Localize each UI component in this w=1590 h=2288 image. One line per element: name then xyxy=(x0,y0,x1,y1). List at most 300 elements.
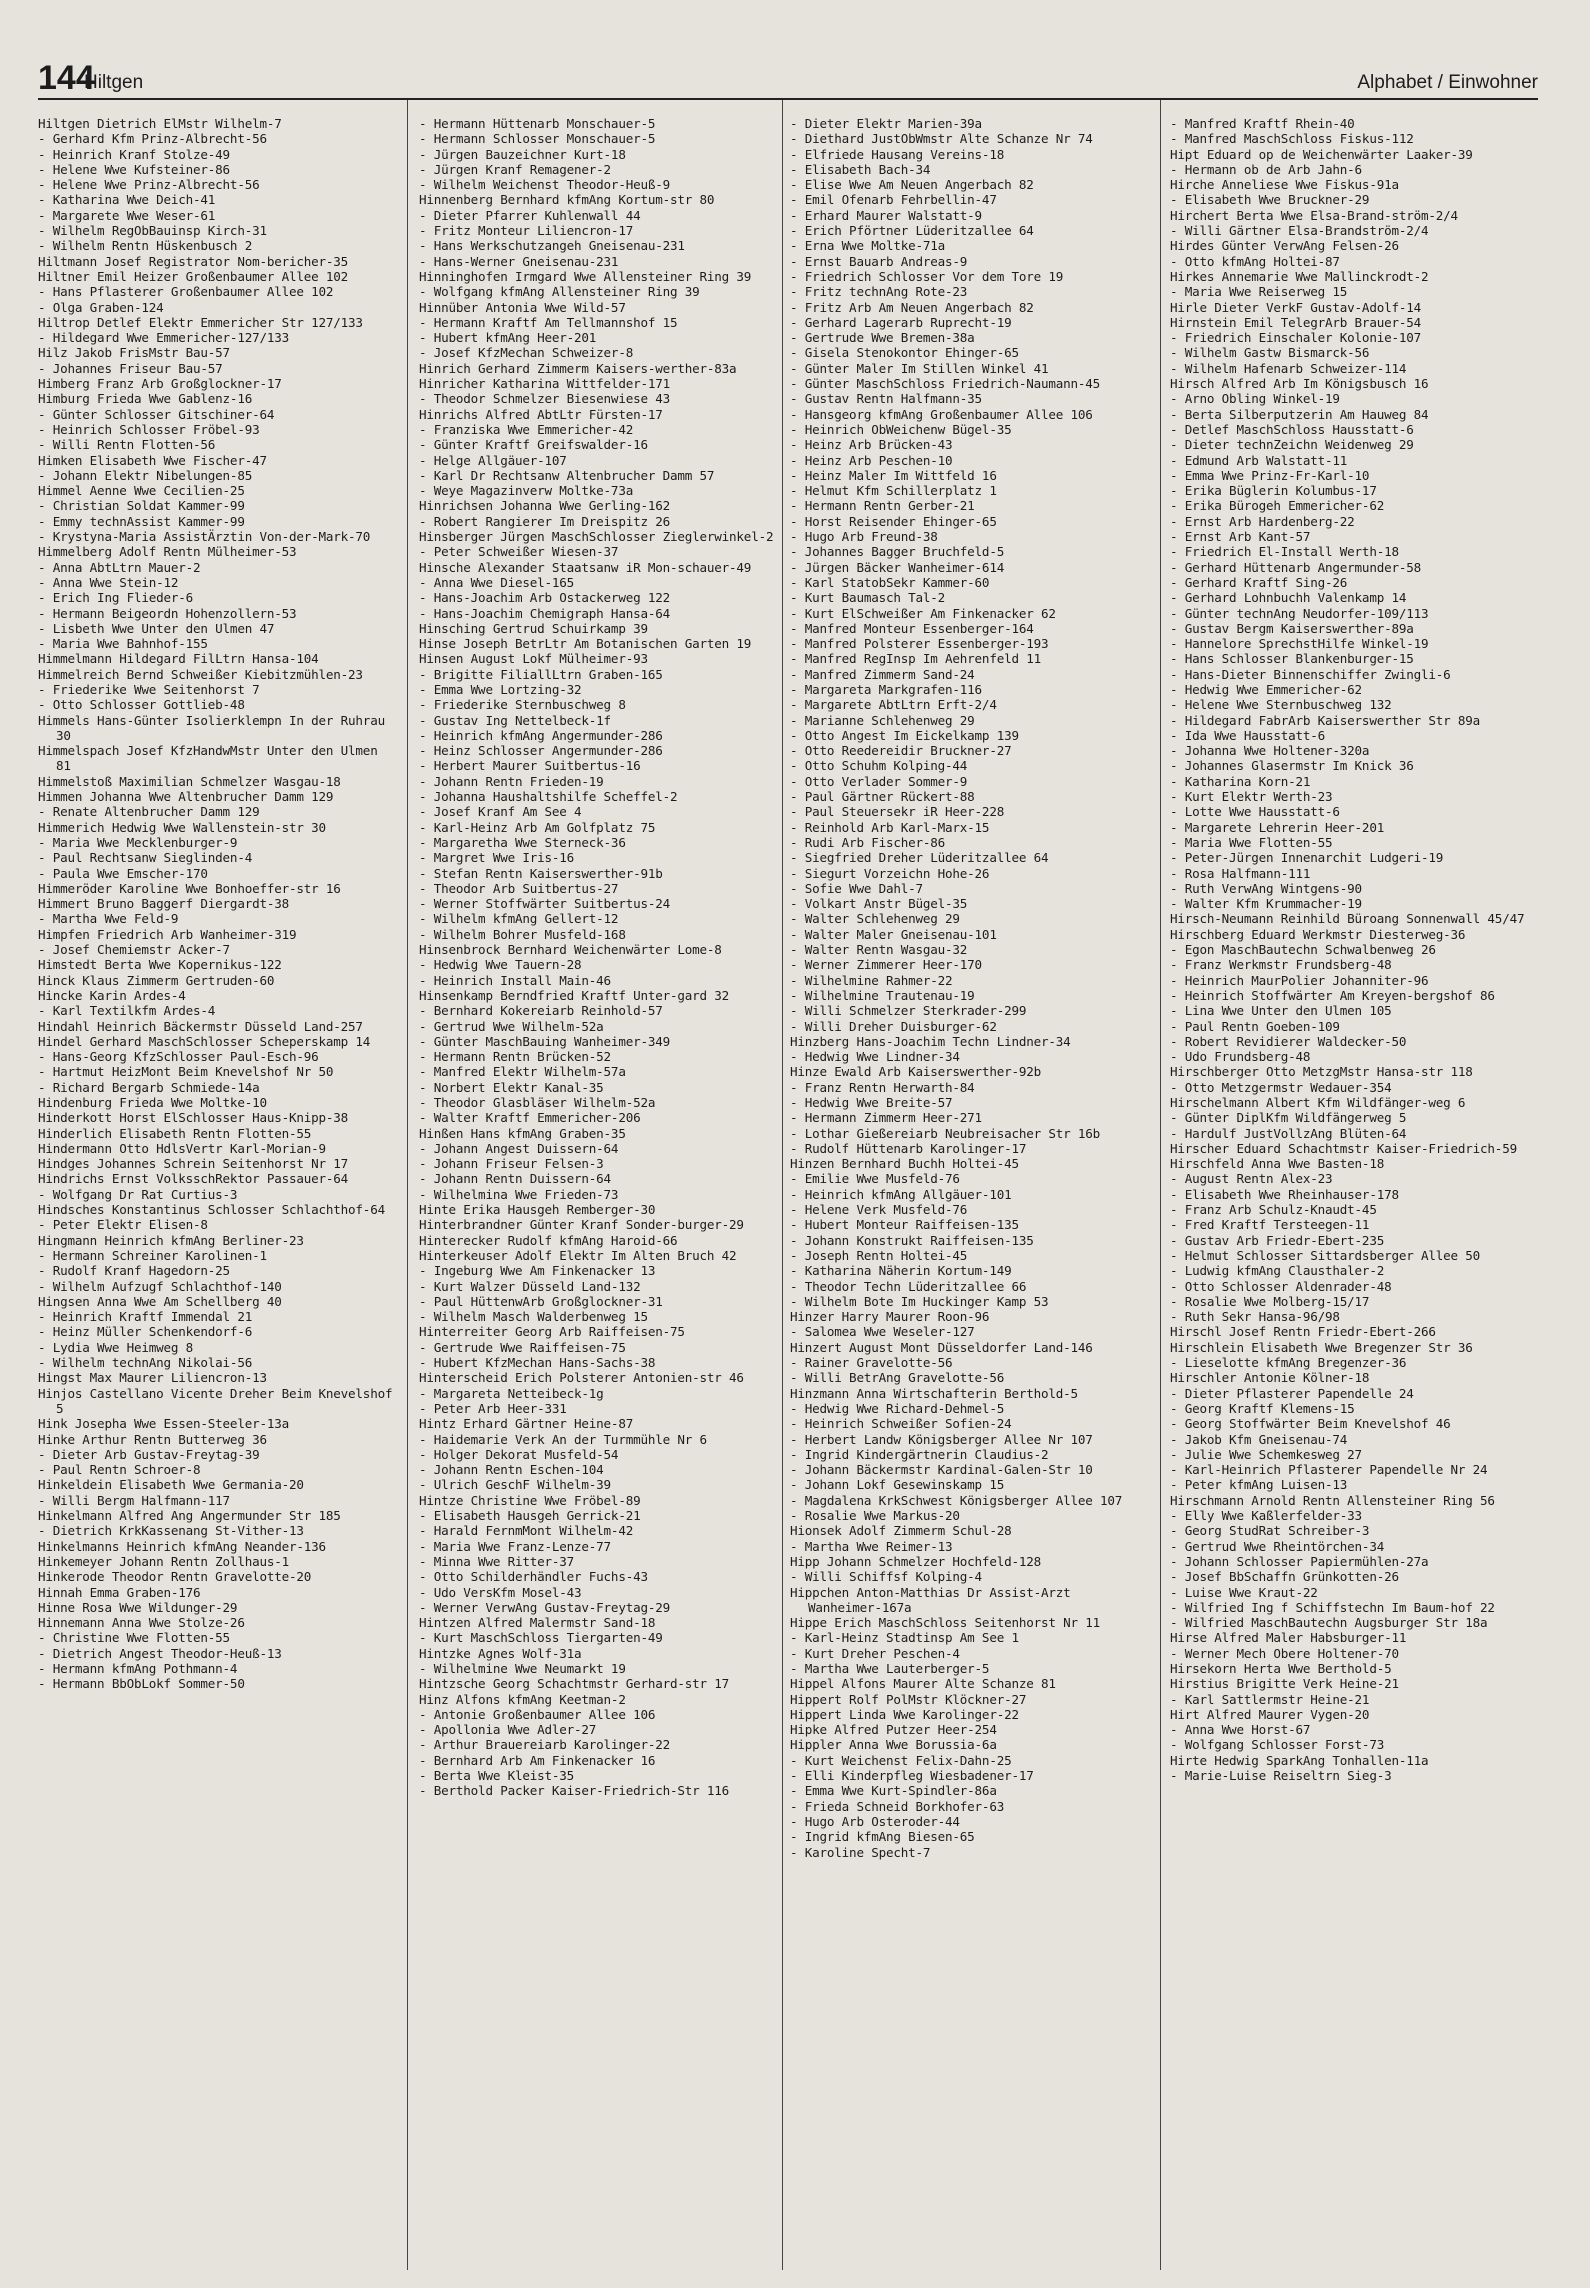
directory-entry: - Wolfgang Dr Rat Curtius-3 xyxy=(38,1186,238,1202)
directory-entry: - Dietrich KrkKassenang St-Vither-13 xyxy=(38,1523,304,1539)
directory-entry: - Volkart Anstr Bügel-35 xyxy=(790,896,968,912)
directory-entry: - Olga Graben-124 xyxy=(38,299,164,315)
directory-entry: - Hartmut HeizMont Beim Knevelshof Nr 50 xyxy=(38,1064,334,1080)
directory-entry: - Maria Wwe Franz-Lenze-77 xyxy=(419,1538,611,1554)
directory-entry: Hink Josepha Wwe Essen-Steeler-13a xyxy=(38,1416,289,1432)
directory-entry: - Hedwig Wwe Breite-57 xyxy=(790,1095,953,1110)
directory-entry: - Kurt Weichenst Felix-Dahn-25 xyxy=(790,1752,1012,1768)
directory-entry: - Udo VersKfm Mosel-43 xyxy=(419,1584,582,1600)
directory-entry: - Salomea Wwe Weseler-127 xyxy=(790,1324,975,1340)
directory-entry: - Hugo Arb Osteroder-44 xyxy=(790,1813,960,1829)
directory-entry: - Walter Schlehenweg 29 xyxy=(790,911,960,927)
directory-entry: Hinsenkamp Berndfried Kraftf Unter-gard 32 xyxy=(419,987,730,1003)
directory-entry: - Otto Schuhm Kolping-44 xyxy=(790,758,968,774)
directory-entry: - Peter-Jürgen Innenarchit Ludgeri-19 xyxy=(1170,850,1444,866)
directory-entry: - Willi Dreher Duisburger-62 xyxy=(790,1018,997,1034)
directory-entry: Hintzen Alfred Malermstr Sand-18 xyxy=(419,1615,656,1631)
directory-entry: - Anna AbtLtrn Mauer-2 xyxy=(38,559,201,575)
directory-entry: - Elisabeth Bach-34 xyxy=(790,161,931,177)
directory-entry: Himmelberg Adolf Rentn Mülheimer-53 xyxy=(38,544,297,560)
directory-entry: - Rosalie Wwe Markus-20 xyxy=(790,1508,960,1524)
directory-entry: - Georg Kraftf Klemens-15 xyxy=(1170,1400,1355,1416)
directory-entry: Hinsching Gertrud Schuirkamp 39 xyxy=(419,620,648,636)
directory-entry: - Krystyna-Maria AssistÄrztin Von-der-Mark-70 xyxy=(38,529,371,545)
directory-entry: Hinderkott Horst ElSchlosser Haus-Knipp-38 xyxy=(38,1110,349,1126)
directory-entry: Himmen Johanna Wwe Altenbrucher Damm 129 xyxy=(38,789,334,805)
directory-entry: Hinzert August Mont Düsseldorfer Land-146 xyxy=(790,1339,1093,1355)
directory-entry: - Rosa Halfmann-111 xyxy=(1170,865,1311,881)
directory-entry: - Emil Ofenarb Fehrbellin-47 xyxy=(790,192,997,208)
directory-entry: - Margaretha Wwe Sterneck-36 xyxy=(419,834,626,850)
directory-entry: - Werner Mech Obere Holtener-70 xyxy=(1170,1645,1399,1661)
directory-entry: - Gertrude Wwe Raiffeisen-75 xyxy=(419,1339,626,1355)
directory-entry: - Manfred Zimmerm Sand-24 xyxy=(790,666,975,682)
directory-entry: - Lothar Gießereiarb Neubreisacher Str 16b xyxy=(790,1125,1101,1141)
directory-entry: - Arthur Brauereiarb Karolinger-22 xyxy=(419,1737,670,1753)
directory-entry: - Johann Lokf Gesewinskamp 15 xyxy=(790,1477,1005,1493)
directory-entry: - Hermann ob de Arb Jahn-6 xyxy=(1170,161,1362,177)
directory-entry: Hinterscheid Erich Polsterer Antonien-str 46 xyxy=(419,1370,744,1386)
directory-entry: - Rosalie Wwe Molberg-15/17 xyxy=(1170,1293,1370,1309)
directory-entry: - Richard Bergarb Schmiede-14a xyxy=(38,1079,260,1095)
directory-entry: - Dieter technZeichn Weidenweg 29 xyxy=(1170,437,1414,453)
directory-entry: Hirscher Eduard Schachtmstr Kaiser-Friedrich-59 xyxy=(1170,1140,1517,1156)
directory-entry: - Wilhelm Weichenst Theodor-Heuß-9 xyxy=(419,177,670,193)
directory-entry: Hinsberger Jürgen MaschSchlosser Zieglerwinkel-2 xyxy=(419,529,774,545)
directory-entry: - Hermann BbObLokf Sommer-50 xyxy=(38,1676,245,1692)
directory-entry: - Gustav Bergm Kaiserswerther-89a xyxy=(1170,620,1414,636)
directory-entry: - Otto Verlader Sommer-9 xyxy=(790,773,968,789)
directory-entry: - Hans Pflasterer Großenbaumer Allee 102 xyxy=(38,284,334,300)
directory-entry: - Karl-Heinz Stadtinsp Am See 1 xyxy=(790,1630,1019,1646)
directory-entry: Hirnstein Emil TelegrArb Brauer-54 xyxy=(1170,314,1421,330)
directory-entry: - Margret Wwe Iris-16 xyxy=(419,850,575,866)
directory-entry: - Theodor Schmelzer Biesenwiese 43 xyxy=(419,391,670,407)
directory-entry: - Christine Wwe Flotten-55 xyxy=(38,1630,230,1646)
directory-entry: - Ingeburg Wwe Am Finkenacker 13 xyxy=(419,1263,656,1279)
directory-entry: - Hans Werkschutzangeh Gneisenau-231 xyxy=(419,238,685,254)
column-4 xyxy=(1170,116,1530,2266)
directory-entry: - Detlef MaschSchloss Hausstatt-6 xyxy=(1170,421,1414,437)
directory-entry: - Hannelore SprechstHilfe Winkel-19 xyxy=(1170,636,1429,652)
directory-entry: Hinßen Hans kfmAng Graben-35 xyxy=(419,1125,626,1141)
directory-entry: - Dietrich Angest Theodor-Heuß-13 xyxy=(38,1645,282,1661)
directory-entry: - Dieter Pfarrer Kuhlenwall 44 xyxy=(419,207,641,223)
directory-entry: Hindel Gerhard MaschSchlosser Scheperskamp 14 xyxy=(38,1033,371,1049)
directory-entry: - Johann Bäckermstr Kardinal-Galen-Str 10 xyxy=(790,1462,1093,1478)
directory-entry: - Margarete Wwe Weser-61 xyxy=(38,207,216,223)
directory-entry: Hirschler Antonie Kölner-18 xyxy=(1170,1370,1370,1386)
directory-entry: - Gerhard Kfm Prinz-Albrecht-56 xyxy=(38,131,267,147)
directory-entry: - Josef Kranf Am See 4 xyxy=(419,804,582,820)
directory-entry: - Ernst Bauarb Andreas-9 xyxy=(790,253,968,269)
directory-entry: - Wilfried Ing f Schiffstechn Im Baum-hof 22 xyxy=(1170,1599,1495,1615)
directory-entry: - Hermann Beigeordn Hohenzollern-53 xyxy=(38,605,297,621)
directory-entry: - Heinrich Stoffwärter Am Kreyen-bergshof 86 xyxy=(1170,987,1495,1003)
directory-entry: - Rainer Gravelotte-56 xyxy=(790,1355,953,1371)
directory-entry: - Georg StudRat Schreiber-3 xyxy=(1170,1523,1370,1539)
directory-entry: Hipt Eduard op de Weichenwärter Laaker-39 xyxy=(1170,146,1473,162)
directory-entry: Hincke Karin Ardes-4 xyxy=(38,987,186,1003)
directory-entry: - Wilhelm Rentn Hüskenbusch 2 xyxy=(38,238,253,254)
directory-entry: - Johann Rentn Eschen-104 xyxy=(419,1462,604,1478)
directory-entry: - Wilhelm Bote Im Huckinger Kamp 53 xyxy=(790,1293,1049,1309)
directory-entry: - Fred Kraftf Tersteegen-11 xyxy=(1170,1217,1370,1233)
directory-entry: Hinricher Katharina Wittfelder-171 xyxy=(419,376,670,392)
directory-entry: - Friederike Sternbuschweg 8 xyxy=(419,697,626,713)
directory-entry: Hippert Linda Wwe Karolinger-22 xyxy=(790,1706,1019,1722)
directory-entry: Hirkes Annemarie Wwe Mallinckrodt-2 xyxy=(1170,268,1429,284)
directory-entry: - Johann Angest Duissern-64 xyxy=(419,1140,619,1156)
directory-entry: - Erich Pförtner Lüderitzallee 64 xyxy=(790,223,1034,239)
directory-entry: - Hedwig Wwe Tauern-28 xyxy=(419,957,582,973)
directory-entry: Hippe Erich MaschSchloss Seitenhorst Nr 11 xyxy=(790,1615,1101,1631)
directory-entry: - Wolfgang Schlosser Forst-73 xyxy=(1170,1737,1385,1753)
directory-entry: Hinnüber Antonia Wwe Wild-57 xyxy=(419,299,626,315)
directory-entry: - Karl-Heinz Arb Am Golfplatz 75 xyxy=(419,819,656,835)
directory-entry: - Paul Steuersekr iR Heer-228 xyxy=(790,804,1005,820)
directory-entry: Hiltner Emil Heizer Großenbaumer Allee 102 xyxy=(38,268,349,284)
directory-entry: Hirschberger Otto MetzgMstr Hansa-str 118 xyxy=(1170,1064,1473,1080)
directory-entry: - Emmy technAssist Kammer-99 xyxy=(38,513,245,529)
directory-entry: - Maria Wwe Mecklenburger-9 xyxy=(38,834,238,850)
directory-entry: - Günter technAng Neudorfer-109/113 xyxy=(1170,605,1429,621)
directory-entry: Hirte Hedwig SparkAng Tonhallen-11a xyxy=(1170,1752,1429,1768)
directory-entry: - Kurt Dreher Peschen-4 xyxy=(790,1645,960,1661)
directory-entry: - Johannes Friseur Bau-57 xyxy=(38,360,223,376)
directory-entry: - Gerhard Kraftf Sing-26 xyxy=(1170,574,1348,590)
directory-entry: - Lisbeth Wwe Unter den Ulmen 47 xyxy=(38,620,275,636)
directory-entry: - Bernhard Arb Am Finkenacker 16 xyxy=(419,1752,656,1768)
directory-entry: Hinrichs Alfred AbtLtr Fürsten-17 xyxy=(419,406,663,422)
directory-entry: Hinse Joseph BetrLtr Am Botanischen Garten 19 xyxy=(419,636,752,652)
directory-entry: - Brigitte FiliallLtrn Graben-165 xyxy=(419,666,663,682)
directory-entry: - Heinrich ObWeichenw Bügel-35 xyxy=(790,421,1012,437)
directory-entry: - Gerhard Hüttenarb Angermunder-58 xyxy=(1170,559,1421,575)
directory-entry: - Margarete Lehrerin Heer-201 xyxy=(1170,819,1385,835)
directory-entry: - Manfred Kraftf Rhein-40 xyxy=(1170,116,1355,131)
directory-entry: - Hildegard Wwe Emmericher-127/133 xyxy=(38,330,289,346)
directory-entry: Hinck Klaus Zimmerm Gertruden-60 xyxy=(38,972,275,988)
directory-entry: - Hildegard FabrArb Kaiserswerther Str 89a xyxy=(1170,712,1481,728)
directory-entry: - Elisabeth Hausgeh Gerrick-21 xyxy=(419,1508,641,1524)
directory-entry: Hirse Alfred Maler Habsburger-11 xyxy=(1170,1630,1407,1646)
directory-entry: Himmert Bruno Baggerf Diergardt-38 xyxy=(38,896,289,912)
directory-entry: Hinkerode Theodor Rentn Gravelotte-20 xyxy=(38,1569,312,1585)
directory-entry: - Kurt MaschSchloss Tiergarten-49 xyxy=(419,1630,663,1646)
directory-entry: - Christian Soldat Kammer-99 xyxy=(38,498,245,514)
directory-entry: - Hermann Kraftf Am Tellmannshof 15 xyxy=(419,314,678,330)
directory-entry: Hirdes Günter VerwAng Felsen-26 xyxy=(1170,238,1399,254)
directory-entry: - Günter DiplKfm Wildfängerweg 5 xyxy=(1170,1110,1407,1126)
directory-entry: Hipke Alfred Putzer Heer-254 xyxy=(790,1722,997,1738)
directory-entry: - Willi BetrAng Gravelotte-56 xyxy=(790,1370,1005,1386)
directory-entry: Hinte Erika Hausgeh Remberger-30 xyxy=(419,1202,656,1218)
directory-entry: Hirchert Berta Wwe Elsa-Brand-ström-2/4 xyxy=(1170,207,1458,223)
directory-entry: Hirschlein Elisabeth Wwe Bregenzer Str 36 xyxy=(1170,1339,1473,1355)
directory-entry: Hinne Rosa Wwe Wildunger-29 xyxy=(38,1599,238,1615)
directory-entry: - Gertrud Wwe Wilhelm-52a xyxy=(419,1018,604,1034)
directory-entry: - Ulrich GeschF Wilhelm-39 xyxy=(419,1477,611,1493)
directory-entry: - Otto Angest Im Eickelkamp 139 xyxy=(790,727,1019,743)
directory-entry: - Josef KfzMechan Schweizer-8 xyxy=(419,345,634,361)
directory-entry: - Walter Maler Gneisenau-101 xyxy=(790,926,997,942)
directory-entry: - Emma Wwe Kurt-Spindler-86a xyxy=(790,1783,997,1799)
directory-entry: - Herbert Landw Königsberger Allee Nr 107 xyxy=(790,1431,1093,1447)
directory-entry: Hippler Anna Wwe Borussia-6a xyxy=(790,1737,997,1753)
directory-entry: Himmelstoß Maximilian Schmelzer Wasgau-18 xyxy=(38,773,341,789)
directory-entry: - Margareta Markgrafen-116 xyxy=(790,681,982,697)
directory-entry: - Johann Konstrukt Raiffeisen-135 xyxy=(790,1232,1034,1248)
directory-entry: Hirschelmann Albert Kfm Wildfänger-weg 6 xyxy=(1170,1095,1466,1110)
directory-entry: Hintzsche Georg Schachtmstr Gerhard-str 17 xyxy=(419,1676,730,1692)
directory-entry: - Lotte Wwe Hausstatt-6 xyxy=(1170,804,1340,820)
directory-entry: Hinnemann Anna Wwe Stolze-26 xyxy=(38,1615,245,1631)
directory-entry: Himpfen Friedrich Arb Wanheimer-319 xyxy=(38,926,297,942)
page-header xyxy=(38,58,1538,98)
directory-entry: - Josef BbSchaffn Grünkotten-26 xyxy=(1170,1569,1399,1585)
directory-entry: - Heinrich Kranf Stolze-49 xyxy=(38,146,230,162)
directory-entry: Hinzer Harry Maurer Roon-96 xyxy=(790,1309,990,1325)
directory-entry: - Werner Zimmerer Heer-170 xyxy=(790,957,982,973)
directory-entry: - Hermann Zimmerm Heer-271 xyxy=(790,1110,982,1126)
directory-entry: Hingsen Anna Wwe Am Schellberg 40 xyxy=(38,1293,282,1309)
directory-entry: - Gustav Rentn Halfmann-35 xyxy=(790,391,982,407)
directory-entry: Hirche Anneliese Wwe Fiskus-91a xyxy=(1170,177,1399,193)
directory-entry: - Egon MaschBautechn Schwalbenweg 26 xyxy=(1170,942,1436,958)
directory-entry: - Walter Kraftf Emmericher-206 xyxy=(419,1110,641,1126)
directory-entry: - Paula Wwe Emscher-170 xyxy=(38,865,208,881)
column-divider xyxy=(1160,100,1161,2270)
directory-entry: - Jürgen Bäcker Wanheimer-614 xyxy=(790,559,1005,575)
directory-entry: - Otto Metzgermstr Wedauer-354 xyxy=(1170,1079,1392,1095)
directory-entry: - Fritz Monteur Liliencron-17 xyxy=(419,223,634,239)
directory-entry: Hintzke Agnes Wolf-31a xyxy=(419,1645,582,1661)
directory-entry: - Elfriede Hausang Vereins-18 xyxy=(790,146,1005,162)
directory-entry: - Heinrich Install Main-46 xyxy=(419,972,611,988)
directory-entry: - Hermann Rentn Brücken-52 xyxy=(419,1049,611,1065)
directory-entry: - Lieselotte kfmAng Bregenzer-36 xyxy=(1170,1355,1407,1371)
directory-entry: - Gerhard Lohnbuchh Valenkamp 14 xyxy=(1170,590,1407,606)
directory-entry: Hirsekorn Herta Wwe Berthold-5 xyxy=(1170,1660,1392,1676)
directory-entry: Hinsche Alexander Staatsanw iR Mon-schauer-49 xyxy=(419,559,752,575)
directory-entry: - Friederike Wwe Seitenhorst 7 xyxy=(38,681,260,697)
directory-entry: - Hubert KfzMechan Hans-Sachs-38 xyxy=(419,1355,656,1371)
directory-entry: - Josef Chemiemstr Acker-7 xyxy=(38,942,230,958)
directory-entry: - Hermann Schreiner Karolinen-1 xyxy=(38,1247,267,1263)
directory-entry: - Heinrich Schweißer Sofien-24 xyxy=(790,1416,1012,1432)
directory-entry: - Werner VerwAng Gustav-Freytag-29 xyxy=(419,1599,670,1615)
directory-entry: Himburg Frieda Wwe Gablenz-16 xyxy=(38,391,253,407)
column-1 xyxy=(38,116,398,2266)
directory-entry: - Paul Rentn Schroer-8 xyxy=(38,1462,201,1478)
directory-entry: - Otto Schlosser Gottlieb-48 xyxy=(38,697,245,713)
directory-entry: - Paul Gärtner Rückert-88 xyxy=(790,789,975,805)
directory-entry: - Fritz Arb Am Neuen Angerbach 82 xyxy=(790,299,1034,315)
directory-entry: - Kurt ElSchweißer Am Finkenacker 62 xyxy=(790,605,1056,621)
directory-entry: - Stefan Rentn Kaiserswerther-91b xyxy=(419,865,663,881)
directory-entry: Hindenburg Frieda Wwe Moltke-10 xyxy=(38,1095,267,1110)
directory-entry: - Marie-Luise Reiseltrn Sieg-3 xyxy=(1170,1768,1392,1784)
directory-entry: Hippel Alfons Maurer Alte Schanze 81 xyxy=(790,1676,1056,1692)
directory-entry: - Berta Silberputzerin Am Hauweg 84 xyxy=(1170,406,1429,422)
directory-entry: - Johanna Haushaltshilfe Scheffel-2 xyxy=(419,789,678,805)
directory-entry: - Franz Rentn Herwarth-84 xyxy=(790,1079,975,1095)
directory-entry: - Paul Rechtsanw Sieglinden-4 xyxy=(38,850,253,866)
directory-entry: - Martha Wwe Lauterberger-5 xyxy=(790,1660,990,1676)
directory-entry: Hinterbrandner Günter Kranf Sonder-burger-29 xyxy=(419,1217,744,1233)
directory-entry: - Willi Rentn Flotten-56 xyxy=(38,437,216,453)
directory-entry: Hiltmann Josef Registrator Nom-bericher-35 xyxy=(38,253,349,269)
directory-entry: - Hans-Joachim Chemigraph Hansa-64 xyxy=(419,605,670,621)
directory-entry: - Manfred MaschSchloss Fiskus-112 xyxy=(1170,131,1414,147)
directory-entry: - Günter MaschBauing Wanheimer-349 xyxy=(419,1033,670,1049)
directory-entry: - Diethard JustObWmstr Alte Schanze Nr 74 xyxy=(790,131,1093,147)
directory-entry: - Emma Wwe Lortzing-32 xyxy=(419,681,582,697)
directory-entry: - Gisela Stenokontor Ehinger-65 xyxy=(790,345,1019,361)
directory-entry: - Otto Reedereidir Bruckner-27 xyxy=(790,743,1012,759)
directory-entry: - Gustav Arb Friedr-Ebert-235 xyxy=(1170,1232,1385,1248)
directory-entry: Himmelreich Bernd Schweißer Kiebitzmühlen-23 xyxy=(38,666,363,682)
directory-entry: Hirle Dieter VerkF Gustav-Adolf-14 xyxy=(1170,299,1421,315)
directory-entry: - Manfred Elektr Wilhelm-57a xyxy=(419,1064,626,1080)
directory-entry: - Wilhelmine Wwe Neumarkt 19 xyxy=(419,1660,626,1676)
directory-entry: - Heinz Maler Im Wittfeld 16 xyxy=(790,467,997,483)
directory-entry: - Magdalena KrkSchwest Königsberger Allee 107 xyxy=(790,1492,1123,1508)
directory-entry: Hinze Ewald Arb Kaiserswerther-92b xyxy=(790,1064,1041,1080)
directory-entry: - Walter Rentn Wasgau-32 xyxy=(790,942,968,958)
directory-entry: - Martha Wwe Feld-9 xyxy=(38,911,179,927)
directory-entry: - Elli Kinderpfleg Wiesbadener-17 xyxy=(790,1768,1034,1784)
directory-entry: - Wilhelm Aufzugf Schlachthof-140 xyxy=(38,1278,282,1294)
directory-entry: - Karl Textilkfm Ardes-4 xyxy=(38,1003,216,1019)
directory-entry: - Ludwig kfmAng Clausthaler-2 xyxy=(1170,1263,1385,1279)
directory-entry: Hinz Alfons kfmAng Keetman-2 xyxy=(419,1691,626,1707)
directory-entry: - Sofie Wwe Dahl-7 xyxy=(790,880,923,896)
directory-entry: - Friedrich El-Install Werth-18 xyxy=(1170,544,1399,560)
directory-entry: - Heinz Arb Peschen-10 xyxy=(790,452,953,468)
directory-entry: - Horst Reisender Ehinger-65 xyxy=(790,513,997,529)
directory-entry: - Walter Kfm Krummacher-19 xyxy=(1170,896,1362,912)
directory-entry: - Siegfried Dreher Lüderitzallee 64 xyxy=(790,850,1049,866)
directory-entry: Hinnah Emma Graben-176 xyxy=(38,1584,201,1600)
directory-entry: - Helene Verk Musfeld-76 xyxy=(790,1202,968,1218)
directory-entry: Hindsches Konstantinus Schlosser Schlachthof-64 xyxy=(38,1202,385,1218)
directory-entry: Himmerich Hedwig Wwe Wallenstein-str 30 xyxy=(38,819,326,835)
directory-entry: - Heinrich MaurPolier Johanniter-96 xyxy=(1170,972,1429,988)
column-3 xyxy=(790,116,1150,2266)
directory-entry: - Holger Dekorat Musfeld-54 xyxy=(419,1446,619,1462)
directory-entry: - Heinrich Kraftf Immendal 21 xyxy=(38,1309,253,1325)
directory-entry: - Rudi Arb Fischer-86 xyxy=(790,834,946,850)
directory-entry: - Günter Schlosser Gitschiner-64 xyxy=(38,406,275,422)
directory-entry: - Norbert Elektr Kanal-35 xyxy=(419,1079,604,1095)
directory-entry: - Manfred RegInsp Im Aehrenfeld 11 xyxy=(790,651,1041,667)
directory-entry: - Katharina Korn-21 xyxy=(1170,773,1311,789)
directory-entry: - Helmut Kfm Schillerplatz 1 xyxy=(790,483,997,499)
directory-entry: - Werner Stoffwärter Suitbertus-24 xyxy=(419,896,670,912)
directory-entry: - Theodor Glasbläser Wilhelm-52a xyxy=(419,1095,656,1110)
directory-entry: Hinzberg Hans-Joachim Techn Lindner-34 xyxy=(790,1033,1071,1049)
directory-entry: - Heinrich kfmAng Angermunder-286 xyxy=(419,727,663,743)
directory-entry: - Hans-Joachim Arb Ostackerweg 122 xyxy=(419,590,670,606)
directory-entry: - Margarete AbtLtrn Erft-2/4 xyxy=(790,697,997,713)
directory-entry: - Ernst Arb Hardenberg-22 xyxy=(1170,513,1355,529)
directory-entry: Hindahl Heinrich Bäckermstr Düsseld Land-257 xyxy=(38,1018,363,1034)
directory-entry: - Erika Büglerin Kolumbus-17 xyxy=(1170,483,1377,499)
directory-entry: - Wilhelmine Rahmer-22 xyxy=(790,972,953,988)
directory-entry: Hinke Arthur Rentn Butterweg 36 xyxy=(38,1431,267,1447)
directory-entry: - Günter Maler Im Stillen Winkel 41 xyxy=(790,360,1049,376)
directory-entry: - Heinrich Schlosser Fröbel-93 xyxy=(38,421,260,437)
directory-entry: - Ruth VerwAng Wintgens-90 xyxy=(1170,880,1362,896)
directory-entry: Hinjos Castellano Vicente Dreher Beim Knevelshof 5 xyxy=(38,1385,393,1416)
directory-entry: - Ingrid kfmAng Biesen-65 xyxy=(790,1829,975,1845)
directory-entry: - Johann Schlosser Papiermühlen-27a xyxy=(1170,1553,1429,1569)
directory-entry: - Lina Wwe Unter den Ulmen 105 xyxy=(1170,1003,1392,1019)
directory-entry: - Luise Wwe Kraut-22 xyxy=(1170,1584,1318,1600)
directory-entry: - Theodor Techn Lüderitzallee 66 xyxy=(790,1278,1027,1294)
directory-entry: - Helge Allgäuer-107 xyxy=(419,452,567,468)
directory-entry: - Anna Wwe Stein-12 xyxy=(38,574,179,590)
directory-entry: - Fritz technAng Rote-23 xyxy=(790,284,968,300)
directory-entry: - Robert Revidierer Waldecker-50 xyxy=(1170,1033,1407,1049)
directory-entry: Himmeröder Karoline Wwe Bonhoeffer-str 16 xyxy=(38,880,341,896)
directory-entry: - Haidemarie Verk An der Turmmühle Nr 6 xyxy=(419,1431,707,1447)
directory-entry: - Hubert Monteur Raiffeisen-135 xyxy=(790,1217,1019,1233)
directory-entry: - Harald FernmMont Wilhelm-42 xyxy=(419,1523,634,1539)
directory-entry: - Erich Ing Flieder-6 xyxy=(38,590,194,606)
directory-entry: - Wilhelm technAng Nikolai-56 xyxy=(38,1355,253,1371)
directory-entry: - Maria Wwe Reiserweg 15 xyxy=(1170,284,1348,300)
directory-entry: - Rudolf Hüttenarb Karolinger-17 xyxy=(790,1140,1027,1156)
directory-entry: - Hermann kfmAng Pothmann-4 xyxy=(38,1660,238,1676)
directory-entry: Hinsen August Lokf Mülheimer-93 xyxy=(419,651,648,667)
directory-entry: - Kurt Baumasch Tal-2 xyxy=(790,590,946,606)
directory-entry: - Friedrich Einschaler Kolonie-107 xyxy=(1170,330,1421,346)
section-name: Hiltgen xyxy=(84,72,144,93)
directory-entry: - Arno Obling Winkel-19 xyxy=(1170,391,1340,407)
directory-entry: - Ruth Sekr Hansa-96/98 xyxy=(1170,1309,1340,1325)
directory-entry: - Elise Wwe Am Neuen Angerbach 82 xyxy=(790,177,1034,193)
directory-entry: - Edmund Arb Walstatt-11 xyxy=(1170,452,1348,468)
directory-entry: - Hedwig Wwe Richard-Dehmel-5 xyxy=(790,1400,1005,1416)
directory-entry: - Udo Frundsberg-48 xyxy=(1170,1049,1311,1065)
column-divider xyxy=(782,100,783,2270)
directory-entry: - Dieter Pflasterer Papendelle 24 xyxy=(1170,1385,1414,1401)
directory-entry: - Otto Schlosser Aldenrader-48 xyxy=(1170,1278,1392,1294)
directory-entry: - Hermann Schlosser Monschauer-5 xyxy=(419,131,656,147)
directory-entry: - Jürgen Bauzeichner Kurt-18 xyxy=(419,146,626,162)
directory-entry: - Günter MaschSchloss Friedrich-Naumann-45 xyxy=(790,376,1101,392)
directory-entry: Hinderlich Elisabeth Rentn Flotten-55 xyxy=(38,1125,312,1141)
directory-entry: - Willi Schiffsf Kolping-4 xyxy=(790,1569,982,1585)
directory-entry: Hinkeldein Elisabeth Wwe Germania-20 xyxy=(38,1477,304,1493)
directory-entry: Hinnenberg Bernhard kfmAng Kortum-str 80 xyxy=(419,192,715,208)
directory-entry: Hinkemeyer Johann Rentn Zollhaus-1 xyxy=(38,1553,289,1569)
directory-entry: - Johanna Wwe Holtener-320a xyxy=(1170,743,1370,759)
directory-entry: - Helene Wwe Kufsteiner-86 xyxy=(38,161,230,177)
directory-entry: Hiltgen Dietrich ElMstr Wilhelm-7 xyxy=(38,116,282,131)
directory-entry: - Robert Rangierer Im Dreispitz 26 xyxy=(419,513,670,529)
directory-entry: Himmelmann Hildegard FilLtrn Hansa-104 xyxy=(38,651,319,667)
directory-entry: - Johannes Bagger Bruchfeld-5 xyxy=(790,544,1005,560)
header-rule xyxy=(38,98,1538,100)
directory-entry: - Wilhelm kfmAng Gellert-12 xyxy=(419,911,619,927)
directory-entry: - Hermann Hüttenarb Monschauer-5 xyxy=(419,116,656,131)
directory-entry: - Hardulf JustVollzAng Blüten-64 xyxy=(1170,1125,1407,1141)
directory-entry: Hirsch-Neumann Reinhild Büroang Sonnenwall 45/47 xyxy=(1170,911,1525,927)
